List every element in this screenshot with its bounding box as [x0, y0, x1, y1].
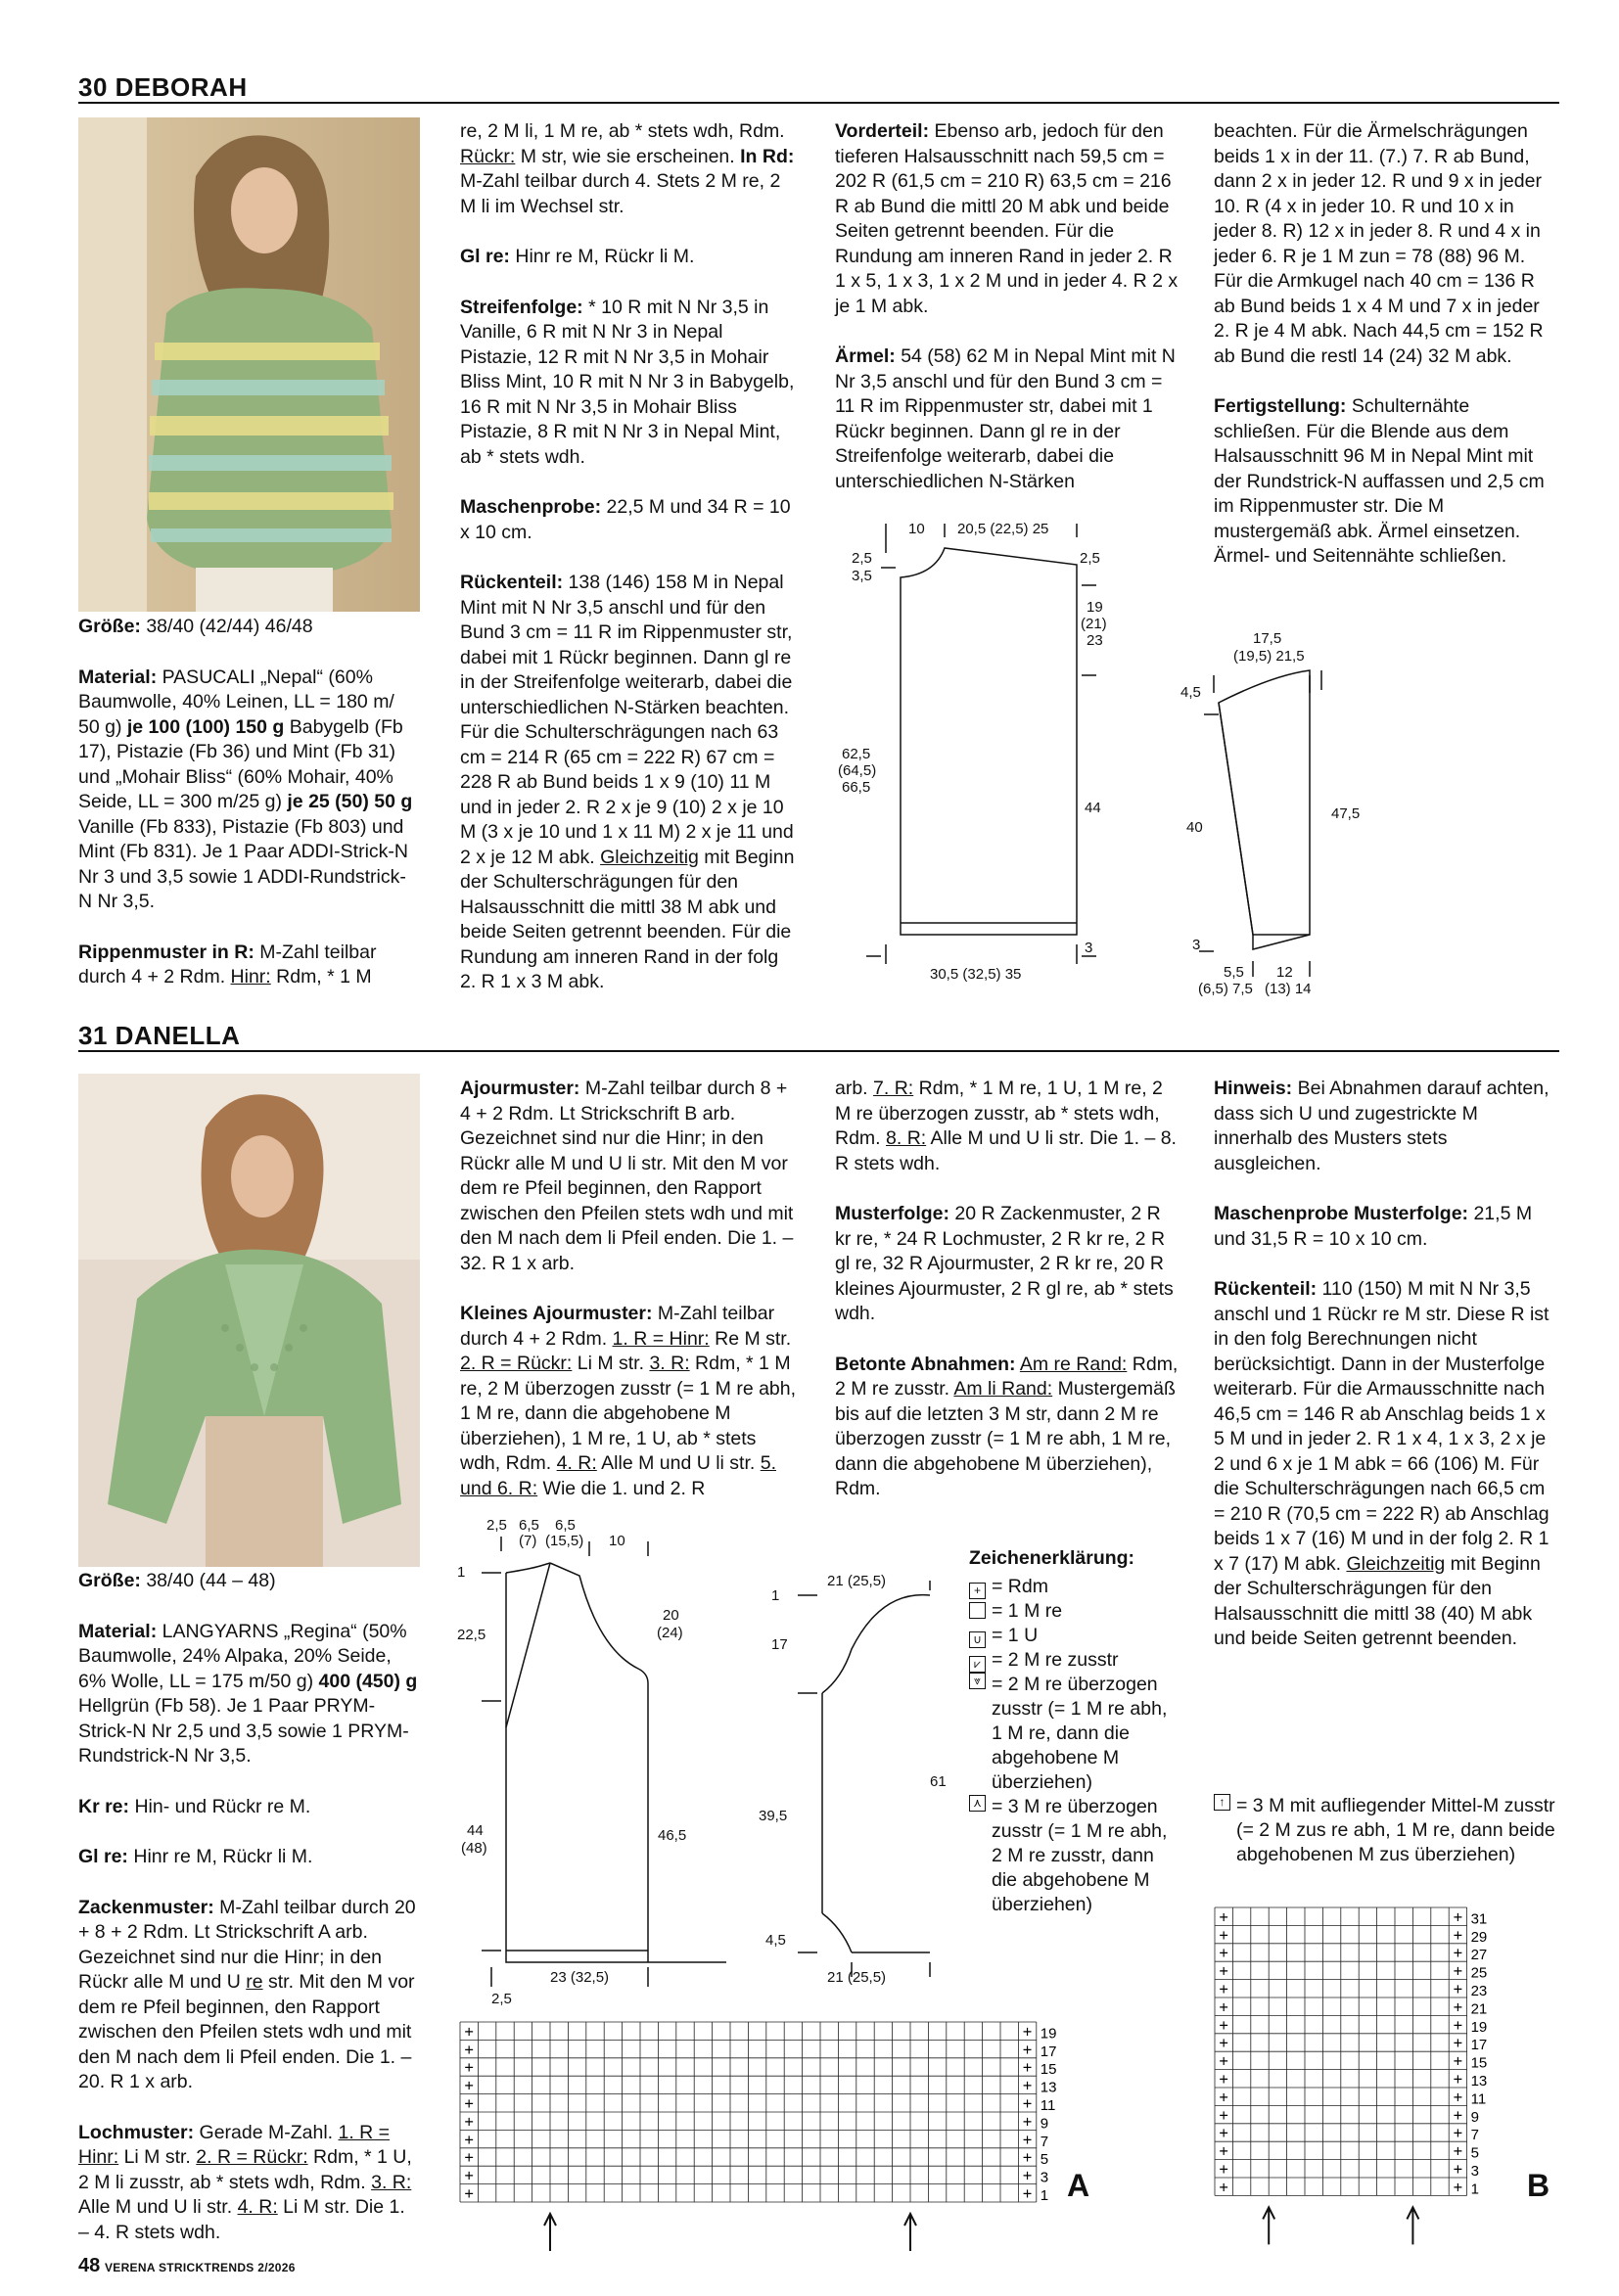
row-number: 17	[1040, 2043, 1057, 2060]
svg-text:30,5 (32,5) 35: 30,5 (32,5) 35	[930, 966, 1022, 983]
selvedge-symbol: +	[464, 2041, 474, 2059]
row-number: 3	[1040, 2169, 1049, 2186]
row-number: 13	[1040, 2079, 1057, 2096]
svg-text:62,5: 62,5	[842, 746, 871, 762]
svg-text:40: 40	[1186, 819, 1203, 836]
selvedge-symbol: +	[464, 2149, 474, 2168]
selvedge-symbol: +	[1453, 1908, 1463, 1927]
svg-text:(19,5) 21,5: (19,5) 21,5	[1233, 648, 1305, 665]
row-number: 9	[1470, 2108, 1479, 2126]
svg-text:6,5: 6,5	[519, 1517, 539, 1534]
row-number: 19	[1470, 2018, 1488, 2036]
danella-column-4: Hinweis: Bei Abnahmen darauf achten, dass sich U und zugestrickte M innerhalb des Musters stets ausgleichen. Maschenprobe Musterfolge: 21,5 M und 31,5 R = 10 x 10 cm. Rückenteil: 110 (150) M mit N Nr 3,5 anschl und 1 Rückr re M str. Diese R ist in den folg Berechnungen nicht berücksichtigt. Dann in der Musterfolge weiterarb. Für die Armausschnitte nach 46,5 cm = 146 R ab Anschlag beids 1 x 5 M und in jeder 2. R 1 x 4, 1 x 3, 2 x je 2 und 6 x je 1 M abk = 66 (106) M. Für die Schulterschrägungen nach 66,5 cm = 210 R (70,5 cm = 222 R) ab Anschlag beids 1 x 7 (16) M und in der folg 2. R 1 x 7 (17) M abk. Gleichzeitig mit Beginn der Schulterschrägungen für den Halsausschnitt die mittl 38 (40) M abk und beide Seiten getrennt beenden.	[1214, 1078, 1550, 1649]
selvedge-symbol: +	[464, 2059, 474, 2078]
selvedge-symbol: +	[464, 2077, 474, 2095]
selvedge-symbol: +	[1219, 1908, 1228, 1927]
row-number: 11	[1470, 2090, 1487, 2108]
svg-text:2,5: 2,5	[491, 1991, 512, 2007]
danella-column-2: Ajourmuster: M-Zahl teilbar durch 8 + 4 + 2 Rdm. Lt Strickschrift B arb. Gezeichnet sind nur die Hinr; in den Rückr alle M und U li str. Mit den M vor dem re Pfeil beginnen, den Rapport zwischen den Pfeilen stets wdh und mit den M nach dem li Pfeil enden. Die 1. – 32. R 1 x arb. Kleines Ajourmuster: M-Zahl teilbar durch 4 + 2 Rdm. 1. R = Hinr: Re M str. 2. R = Rückr: Li M str. 3. R: Rdm, * 1 M re, 2 M überzogen zusstr (= 1 M re abh, 1 M re, dann die abgehobene M überziehen), 1 M re, 1 U, ab * stets wdh, Rdm. 4. R: Alle M und U li str. 5. und 6. R: Wie die 1. und 2. R	[460, 1078, 797, 1499]
selvedge-symbol: +	[1453, 2161, 1463, 2179]
selvedge-symbol: +	[1219, 2106, 1228, 2125]
row-number: 7	[1470, 2127, 1479, 2144]
svg-text:3: 3	[1085, 940, 1093, 956]
svg-text:(7): (7)	[519, 1533, 537, 1549]
row-number: 7	[1040, 2133, 1049, 2150]
svg-text:(21): (21)	[1081, 616, 1107, 632]
row-number: 21	[1470, 2000, 1488, 2018]
row-number: 5	[1470, 2144, 1479, 2162]
svg-text:6,5: 6,5	[555, 1517, 576, 1534]
row-number: 9	[1040, 2115, 1049, 2133]
selvedge-symbol: +	[1022, 2149, 1033, 2168]
selvedge-symbol: +	[1219, 2052, 1228, 2071]
symbol-legend-mittel: ↑ = 3 M mit aufliegender Mittel-M zusstr (= 2 M zus re abh, 1 M re, dann beide abgehobenen M zus überziehen)	[1214, 1794, 1556, 1867]
selvedge-symbol: +	[1453, 1962, 1463, 1981]
svg-text:4,5: 4,5	[765, 1932, 786, 1949]
selvedge-symbol: +	[1453, 2016, 1463, 2035]
repeat-arrow	[544, 2214, 556, 2251]
danella-column-1: Größe: 38/40 (44 – 48) Material: LANGYARNS „Regina“ (50% Baumwolle, 24% Alpaka, 20% Seide, 6% Wolle, LL = 175 m/50 g) 400 (450) g Hellgrün (Fb 58). Je 1 Paar PRYM-Strick-N Nr 2,5 und 3,5 sowie 1 PRYM-Rundstrick-N Nr 3,5. Kr re: Hin- und Rückr re M. Gl re: Hinr re M, Rückr li M. Zackenmuster: M-Zahl teilbar durch 20 + 8 + 2 Rdm. Lt Strickschrift A arb. Gezeichnet sind nur die Hinr; in den Rückr alle M und U re str. Mit den M vor dem re Pfeil beginnen, den Rapport zwischen den Pfeilen stets wdh und mit den M nach dem li Pfeil enden. Die 1. – 20. R 1 x arb. Lochmuster: Gerade M-Zahl. 1. R = Hinr: Li M str. 2. R = Rückr: Rdm, * 1 U, 2 M li zusstr, ab * stets wdh, Rdm. 3. R: Alle M und U li str. 4. R: Li M str. Die 1. – 4. R stets wdh.	[78, 1570, 418, 2243]
svg-text:20,5 (22,5) 25: 20,5 (22,5) 25	[957, 521, 1049, 537]
svg-text:44: 44	[467, 1822, 484, 1839]
selvedge-symbol: +	[1219, 1998, 1228, 2017]
svg-text:(48): (48)	[461, 1840, 487, 1857]
selvedge-symbol: +	[1453, 1926, 1463, 1945]
svg-text:1: 1	[457, 1564, 466, 1581]
deborah-column-3: Vorderteil: Ebenso arb, jedoch für den tieferen Halsausschnitt nach 59,5 cm = 202 R (61,5 cm = 210 R) 63,5 cm = 216 R ab Bund die mittl 20 M abk und beide Seiten getrennt beenden. Für die Rundung am inneren Rand in jeder 2. R 1 x 5, 1 x 3, 1 x 2 M und in jeder 4. R 2 x je 1 M abk. Ärmel: 54 (58) 62 M in Nepal Mint mit N Nr 3,5 anschl und für den Bund 3 cm = 11 R im Rippenmuster str, dabei mit 1 Rückr beginnen. Dann gl re in der Streifenfolge weiterarb, dabei die unterschiedlichen N-Stärken	[835, 120, 1179, 492]
selvedge-symbol: +	[1219, 2125, 1228, 2143]
pattern-title-danella: 31 DANELLA	[78, 1021, 241, 1050]
danella-sleeve-schematic	[744, 1561, 947, 2006]
svg-text:3: 3	[1192, 937, 1201, 953]
danella-column-3: arb. 7. R: Rdm, * 1 M re, 1 U, 1 M re, 2 M re überzogen zusstr, ab * stets wdh, Rdm. 8. R: Alle M und U li str. Die 1. – 8. R stets wdh. Musterfolge: 20 R Zackenmuster, 2 R kr re, * 24 R Lochmuster, 2 R kr re, 2 R gl re, 32 R Ajourmuster, 2 R kr re, 20 R kleines Ajourmuster, 2 R gl re, ab * stets wdh. Betonte Abnahmen: Am re Rand: Rdm, 2 M re zusstr. Am li Rand: Mustergemäß bis auf die letzten 3 M str, dann 2 M re überzogen zusstr (= 1 M re abh, 1 M re, dann die abgehobene M überziehen), Rdm.	[835, 1078, 1179, 1499]
deborah-column-2: re, 2 M li, 1 M re, ab * stets wdh, Rdm. Rückr: M str, wie sie erscheinen. In Rd: M-Zahl teilbar durch 4. Stets 2 M re, 2 M li im Wechsel str. Gl re: Hinr re M, Rückr li M. Streifenfolge: * 10 R mit N Nr 3,5 in Vanille, 6 R mit N Nr 3 in Nepal Pistazie, 12 R mit N Nr 3,5 in Mohair Bliss Mint, 10 R mit N Nr 3 in Babygelb, 16 R mit N Nr 3,5 in Mohair Bliss Pistazie, 8 R mit N Nr 3 in Nepal Mint, ab * stets wdh. Maschenprobe: 22,5 M und 34 R = 10 x 10 cm. Rückenteil: 138 (146) 158 M in Nepal Mint mit N Nr 3,5 anschl und für den Bund 3 cm = 11 R im Rippenmuster str, dabei mit 1 Rückr beginnen. Dann gl re in der Streifenfolge weiterarb, dabei die unterschiedlichen N-Stärken beachten. Für die Schulterschrägungen nach 63 cm = 214 R (65 cm = 222 R) 67 cm = 228 R ab Bund beids 1 x 9 (10) 11 M und in jeder 2. R 2 x je 9 (10) 2 x je 10 M (3 x je 10 und 1 x 11 M) 2 x je 11 und 2 x je 12 M abk. Gleichzeitig mit Beginn der Schulterschrägungen für den Halsausschnitt die mittl 38 M abk und beide Seiten getrennt beenden. Für die Rundung am inneren Rand in der folg 2. R 1 x 3 M abk.	[460, 120, 795, 992]
svg-text:17: 17	[771, 1636, 788, 1653]
svg-text:20: 20	[663, 1607, 679, 1624]
selvedge-symbol: +	[1219, 2016, 1228, 2035]
row-number: 11	[1040, 2097, 1056, 2114]
chart-b-label: B	[1527, 2168, 1550, 2203]
selvedge-symbol: +	[1453, 1981, 1463, 1998]
row-number: 29	[1470, 1928, 1488, 1946]
selvedge-symbol: +	[1453, 2071, 1463, 2089]
svg-text:1: 1	[771, 1587, 780, 1604]
svg-text:(15,5): (15,5)	[545, 1533, 584, 1549]
chart-b	[1211, 1904, 1524, 2285]
selvedge-symbol: +	[1219, 1962, 1228, 1981]
selvedge-symbol: +	[1219, 2089, 1228, 2107]
selvedge-symbol: +	[1453, 2106, 1463, 2125]
row-number: 15	[1040, 2061, 1057, 2079]
selvedge-symbol: +	[464, 2023, 474, 2042]
selvedge-symbol: +	[1219, 1945, 1228, 1963]
svg-text:22,5: 22,5	[457, 1627, 486, 1643]
svg-text:46,5: 46,5	[658, 1827, 687, 1844]
selvedge-symbol: +	[1453, 2035, 1463, 2053]
selvedge-symbol: +	[1453, 1945, 1463, 1963]
repeat-arrow	[1263, 2207, 1274, 2244]
selvedge-symbol: +	[1022, 2167, 1033, 2185]
selvedge-symbol: +	[1219, 2071, 1228, 2089]
selvedge-symbol: +	[1022, 2131, 1033, 2149]
selvedge-symbol: +	[1219, 1926, 1228, 1945]
selvedge-symbol: +	[1219, 1981, 1228, 1998]
danella-back-schematic	[452, 1512, 736, 2011]
deborah-sleeve-schematic	[1175, 626, 1370, 1008]
selvedge-symbol: +	[1022, 2041, 1033, 2059]
selvedge-symbol: +	[464, 2095, 474, 2113]
svg-text:66,5: 66,5	[842, 779, 871, 796]
selvedge-symbol: +	[1022, 2095, 1033, 2113]
row-number: 17	[1470, 2037, 1488, 2054]
selvedge-symbol: +	[464, 2113, 474, 2132]
deborah-body-schematic	[838, 514, 1135, 988]
selvedge-symbol: +	[1453, 2089, 1463, 2107]
row-number: 27	[1470, 1947, 1488, 1964]
page-footer: 48 VERENA STRICKTRENDS 2/2026	[78, 2255, 296, 2276]
row-number: 15	[1470, 2054, 1488, 2072]
selvedge-symbol: +	[464, 2167, 474, 2185]
model-photo-danella	[78, 1074, 420, 1567]
svg-text:61: 61	[930, 1773, 947, 1790]
pattern-title-deborah: 30 DEBORAH	[78, 72, 248, 102]
svg-text:17,5: 17,5	[1253, 630, 1282, 647]
selvedge-symbol: +	[1022, 2113, 1033, 2132]
symbol-legend: Zeichenerklärung: + = Rdm = 1 M re ∪ = 1 U ⩗ = 2 M re zusstr ⩔ = 2 M re überzogen zusstr (= 1 M re abh, 1 M re, dann die abgehobene M überziehen) ⋏ = 3 M re überzogen zusstr (= 1 M re abh, 2 M re zusstr, dann die abgehobene M überziehen)	[969, 1547, 1168, 1915]
selvedge-symbol: +	[1219, 2035, 1228, 2053]
row-number: 3	[1470, 2163, 1479, 2180]
repeat-arrow	[904, 2214, 916, 2251]
svg-text:4,5: 4,5	[1180, 684, 1201, 701]
row-number: 31	[1470, 1910, 1488, 1928]
deborah-column-4: beachten. Für die Ärmelschrägungen beids 1 x in der 11. (7.) 7. R ab Bund, dann 2 x in jeder 12. R und 9 x in jeder 10. R (4 x in jeder 10. R und 10 x in jeder 8. R) 12 x in jeder 8. R und 4 x in jeder 6. R je 1 M zun = 78 (88) 96 M. Für die Armkugel nach 40 cm = 136 R ab Bund beids 1 x 4 M und 7 x in jeder 2. R je 4 M abk. Nach 44,5 cm = 152 R ab Bund die restl 14 (24) 32 M abk. Fertigstellung: Schulternähte schließen. Für die Blende aus dem Halsausschnitt 96 M in Nepal Mint mit der Rundstrick-N auffassen und 2,5 cm im Rippenmuster str. Die M mustergemäß abk. Ärmel einsetzen. Ärmel- und Seitennähte schließen.	[1214, 120, 1545, 567]
row-number: 13	[1470, 2073, 1488, 2089]
selvedge-symbol: +	[464, 2185, 474, 2203]
svg-text:21 (25,5): 21 (25,5)	[827, 1969, 887, 1986]
svg-text:2,5: 2,5	[852, 550, 872, 567]
selvedge-symbol: +	[1022, 2185, 1033, 2203]
selvedge-symbol: +	[1453, 1998, 1463, 2017]
section-rule	[78, 1050, 1559, 1052]
svg-text:(13) 14: (13) 14	[1265, 981, 1312, 997]
section-rule	[78, 102, 1559, 104]
selvedge-symbol: +	[1453, 2125, 1463, 2143]
svg-text:44: 44	[1085, 800, 1101, 816]
svg-text:23 (32,5): 23 (32,5)	[550, 1969, 610, 1986]
selvedge-symbol: +	[464, 2131, 474, 2149]
selvedge-symbol: +	[1219, 2179, 1228, 2197]
chart-a	[456, 2018, 1063, 2282]
selvedge-symbol: +	[1022, 2059, 1033, 2078]
selvedge-symbol: +	[1219, 2142, 1228, 2161]
selvedge-symbol: +	[1219, 2161, 1228, 2179]
svg-text:2,5: 2,5	[1080, 550, 1100, 567]
row-number: 1	[1040, 2187, 1049, 2204]
selvedge-symbol: +	[1453, 2052, 1463, 2071]
svg-text:(6,5) 7,5: (6,5) 7,5	[1198, 981, 1253, 997]
svg-text:(24): (24)	[657, 1625, 683, 1641]
svg-text:47,5: 47,5	[1331, 805, 1361, 822]
svg-text:21 (25,5): 21 (25,5)	[827, 1573, 887, 1589]
row-number: 5	[1040, 2151, 1049, 2169]
svg-text:10: 10	[609, 1533, 625, 1549]
row-number: 1	[1470, 2181, 1479, 2198]
svg-text:19: 19	[1087, 599, 1103, 616]
model-photo-deborah	[78, 117, 420, 612]
repeat-arrow	[1407, 2207, 1418, 2244]
deborah-column-1: Größe: 38/40 (42/44) 46/48 Material: PASUCALI „Nepal“ (60% Baumwolle, 40% Leinen, LL = 180 m/ 50 g) je 100 (100) 150 g Babygelb (Fb 17), Pistazie (Fb 36) und Mint (Fb 31) und „Mohair Bliss“ (60% Mohair, 40% Seide, LL = 300 m/25 g) je 25 (50) 50 g Vanille (Fb 833), Pistazie (Fb 803) und Mint (Fb 831). Je 1 Paar ADDI-Strick-N Nr 3 und 3,5 sowie 1 ADDI-Rundstrick-N Nr 3,5. Rippenmuster in R: M-Zahl teilbar durch 4 + 2 Rdm. Hinr: Rdm, * 1 M	[78, 616, 413, 987]
selvedge-symbol: +	[1022, 2077, 1033, 2095]
svg-text:23: 23	[1087, 632, 1103, 649]
svg-text:(64,5): (64,5)	[838, 762, 877, 779]
svg-text:39,5: 39,5	[759, 1808, 788, 1824]
svg-text:2,5: 2,5	[486, 1517, 507, 1534]
selvedge-symbol: +	[1022, 2023, 1033, 2042]
selvedge-symbol: +	[1453, 2142, 1463, 2161]
chart-a-label: A	[1067, 2168, 1090, 2203]
row-number: 25	[1470, 1964, 1488, 1982]
svg-text:3,5: 3,5	[852, 568, 872, 584]
row-number: 23	[1470, 1983, 1488, 1999]
svg-text:10: 10	[908, 521, 925, 537]
row-number: 19	[1040, 2025, 1057, 2043]
selvedge-symbol: +	[1453, 2179, 1463, 2197]
svg-text:5,5: 5,5	[1224, 964, 1244, 981]
svg-text:12: 12	[1276, 964, 1293, 981]
